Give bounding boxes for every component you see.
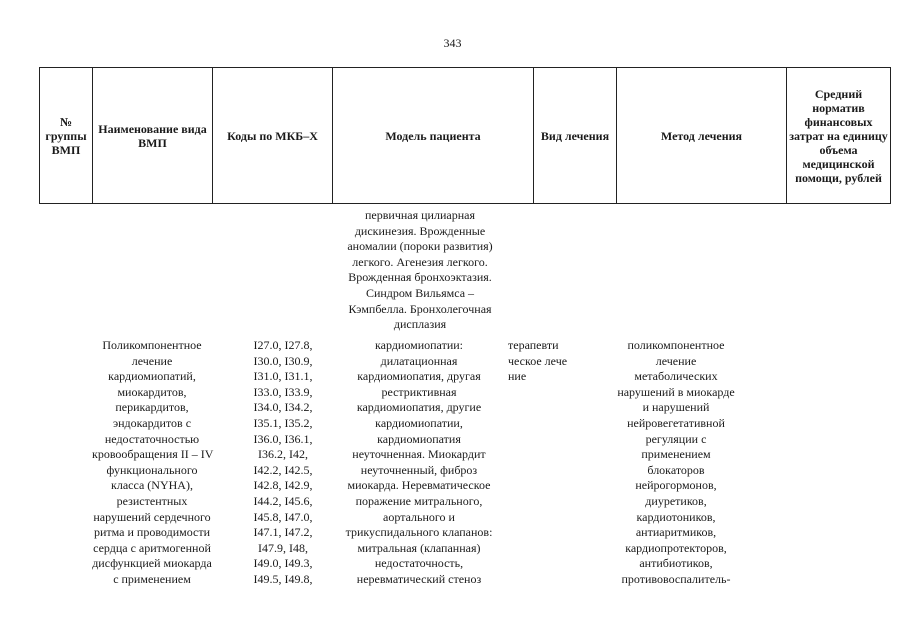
text-line: поликомпонентное — [627, 338, 725, 352]
text-line: дискинезия. Врожденные — [354, 223, 486, 238]
text-line: митральная (клапанная) — [357, 540, 481, 555]
text-line: дисфункцией миокарда — [92, 556, 212, 571]
text-line: трикуспидального клапанов: — [345, 525, 493, 540]
text-line: I33.0, I33.9, — [253, 384, 313, 399]
patient-model-cell — [333, 338, 505, 588]
icd-codes-cell — [243, 338, 323, 588]
text-line: нейрогормонов, — [635, 478, 717, 493]
header-treatment-type: Вид лечения — [534, 68, 617, 204]
text-line: лечение — [655, 353, 697, 368]
text-line: I45.8, I47.0, — [253, 509, 313, 524]
text-line: I42.2, I42.5, — [253, 462, 313, 477]
header-treatment-method: Метод лечения — [617, 68, 787, 204]
text-line: терапевти — [508, 338, 559, 352]
text-line: нарушений сердечного — [93, 509, 211, 524]
text-line: эндокардитов с — [112, 415, 192, 430]
text-line: кровообращения II – IV — [92, 447, 214, 462]
text-line: ние — [508, 369, 527, 384]
text-line: кардиомиопатий, — [108, 369, 196, 384]
text-line: с применением — [113, 571, 191, 586]
text-line: перикардитов, — [115, 400, 189, 415]
header-patient-model: Модель пациента — [333, 68, 534, 204]
text-line: кардиомиопатии, — [375, 415, 463, 430]
text-line: регуляции с — [645, 431, 707, 446]
text-line: I30.0, I30.9, — [253, 353, 313, 368]
text-line: применением — [641, 447, 711, 462]
text-line: неревматический стеноз — [356, 571, 482, 586]
text-line: аортального и — [383, 509, 455, 524]
text-line: I44.2, I45.6, — [253, 493, 313, 508]
text-line: I31.0, I31.1, — [253, 369, 313, 384]
text-line: Кэмпбелла. Бронхолегочная — [348, 301, 492, 316]
text-line: кардиомиопатия, другая — [357, 369, 481, 384]
text-line: ческое лече — [508, 353, 568, 368]
text-line: миокарда. Неревматическое — [347, 478, 491, 493]
text-line: метаболических — [634, 369, 718, 384]
text-line: I42.8, I42.9, — [253, 478, 313, 493]
page-number: 343 — [443, 36, 462, 50]
text-line: противовоспалитель- — [621, 571, 731, 586]
text-line: дисплазия — [393, 317, 447, 332]
text-line: недостаточность, — [374, 556, 464, 571]
text-line: нарушений в миокарде — [617, 384, 735, 399]
text-line: I49.5, I49.8, — [253, 571, 313, 586]
text-line: кардиопротекторов, — [625, 540, 727, 555]
text-line: легкого. Агенезия легкого. — [352, 254, 488, 269]
vmp-name-cell — [92, 338, 212, 588]
header-vmp-name: Наименование вида ВМП — [93, 68, 213, 204]
text-line: I49.0, I49.3, — [253, 556, 313, 571]
text-line: класса (NYHA), — [111, 478, 193, 493]
treatment-type-cell — [508, 338, 578, 385]
text-line: I36.2, I42, — [258, 447, 308, 462]
text-line: дилатационная — [380, 353, 458, 368]
text-line: I27.0, I27.8, — [253, 338, 313, 352]
text-line: кардиомиопатии: — [375, 338, 463, 352]
text-line: антиаритмиков, — [635, 525, 717, 540]
text-line: I35.1, I35.2, — [253, 415, 313, 430]
text-line: сердца с аритмогенной — [93, 540, 211, 555]
text-line: миокардитов, — [117, 384, 187, 399]
header-group-no: № группы ВМП — [40, 68, 93, 204]
table-header — [39, 67, 891, 204]
text-line: Поликомпонентное — [102, 338, 202, 352]
text-line: кардиотоников, — [636, 509, 716, 524]
text-line: диуретиков, — [645, 493, 707, 508]
text-line: аномалии (пороки развития) — [347, 239, 493, 254]
header-avg-cost: Средний норматив финансовых затрат на единицу объема медицинской помощи, рублей — [787, 68, 891, 204]
text-line: недостаточностью — [104, 431, 200, 446]
text-line: нейровегетативной — [627, 415, 725, 430]
header-icd-codes: Коды по МКБ–Х — [213, 68, 333, 204]
text-line: антибиотиков, — [639, 556, 713, 571]
text-line: поражение митрального, — [355, 493, 483, 508]
text-line: первичная цилиарная — [365, 208, 475, 222]
text-line: неуточненный, фиброз — [360, 462, 478, 477]
text-line: функционального — [106, 462, 198, 477]
text-line: I36.0, I36.1, — [253, 431, 313, 446]
text-line: ритма и проводимости — [94, 525, 210, 540]
text-line: резистентных — [116, 493, 188, 508]
text-line: Синдром Вильямса – — [365, 285, 475, 300]
treatment-method-cell — [596, 338, 756, 588]
text-line: I34.0, I34.2, — [253, 400, 313, 415]
text-line: кардиомиопатия, другие — [356, 400, 482, 415]
text-line: кардиомиопатия — [377, 431, 461, 446]
text-line: рестриктивная — [381, 384, 457, 399]
text-line: блокаторов — [647, 462, 705, 477]
text-line: I47.9, I48, — [258, 540, 308, 555]
text-line: I47.1, I47.2, — [253, 525, 313, 540]
text-line: и нарушений — [642, 400, 710, 415]
text-line: лечение — [131, 353, 173, 368]
text-line: неуточненная. Миокардит — [352, 447, 486, 462]
text-line: Врожденная бронхоэктазия. — [348, 270, 492, 285]
continuation-text — [336, 208, 504, 333]
